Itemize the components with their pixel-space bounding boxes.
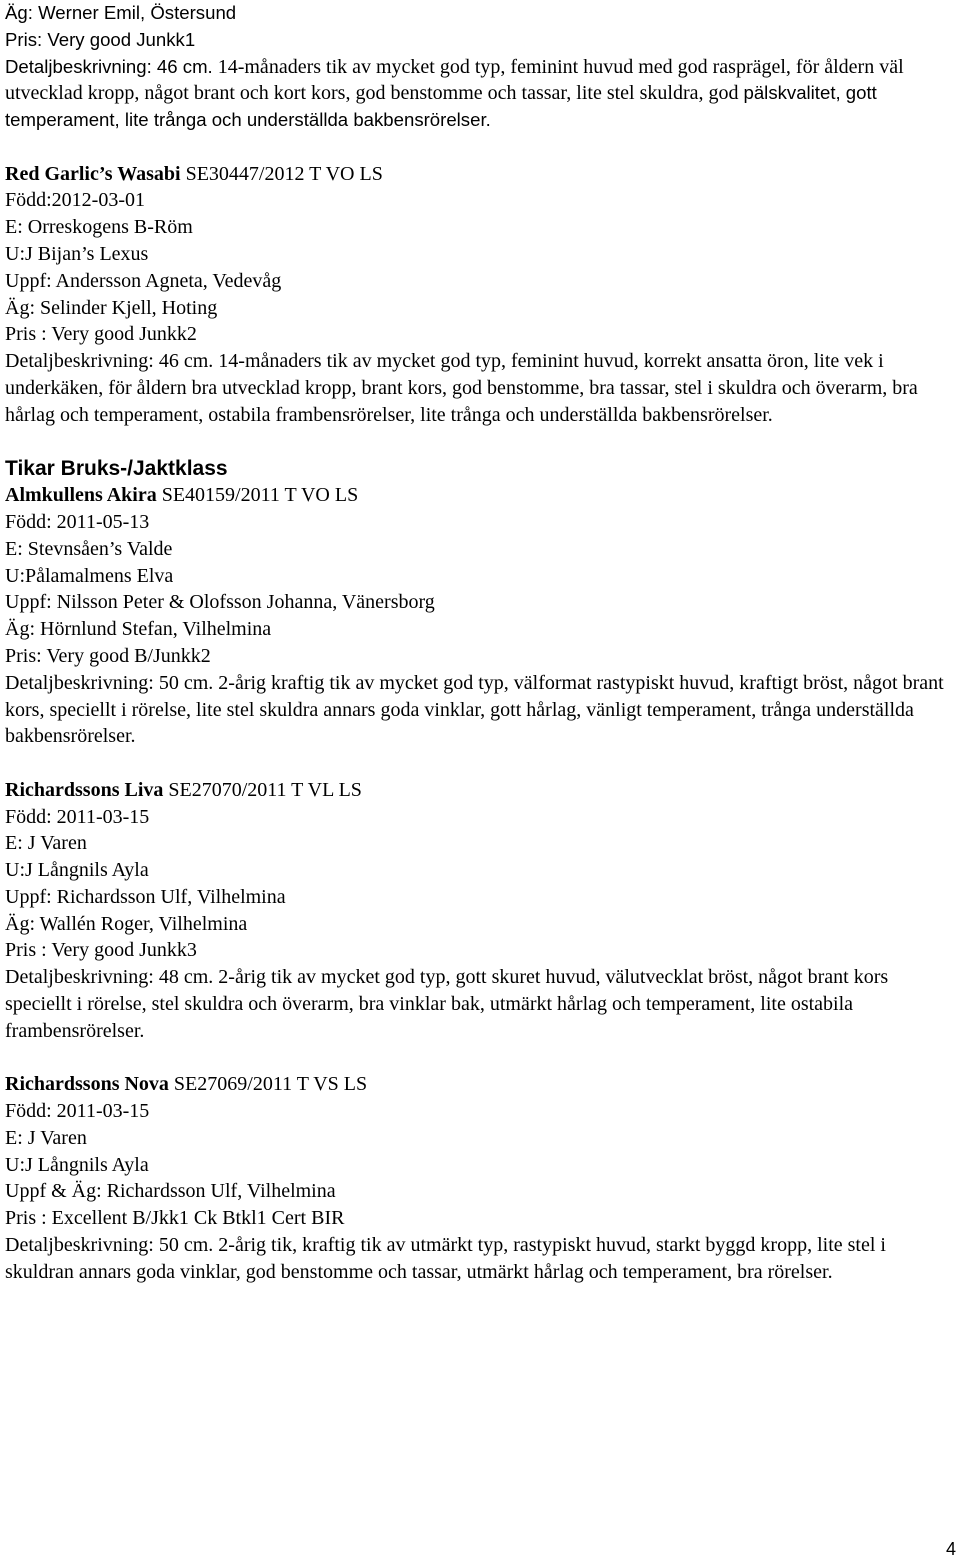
dog-registration: SE30447/2012 T VO LS bbox=[180, 162, 383, 185]
dog-registration: SE40159/2011 T VO LS bbox=[156, 484, 359, 507]
dog-description: Detaljbeskrivning: 50 cm. 2-årig tik, kraftig tik av utmärkt typ, rastypiskt huvud, starkt byggd kropp, lite stel i skuldran annars goda vinklar, god benstomme och tassar, utmärkt hårlag och temperament, bra rörelser. bbox=[5, 1234, 886, 1283]
dog-prize: Pris : Excellent B/Jkk1 Ck Btkl1 Cert BIR bbox=[5, 1207, 345, 1230]
dog-prize: Pris : Very good Junkk3 bbox=[5, 939, 197, 962]
dog-name: Richardssons Nova bbox=[5, 1073, 169, 1096]
dog-breeder: Uppf: Nilsson Peter & Olofsson Johanna, Vänersborg bbox=[5, 591, 435, 614]
dog-sire: E: Stevnsåen’s Valde bbox=[5, 537, 173, 560]
dog-title bbox=[5, 161, 955, 188]
dog-breeder-owner: Uppf & Äg: Richardsson Ulf, Vilhelmina bbox=[5, 1180, 336, 1203]
dog-born: Född: 2011-03-15 bbox=[5, 805, 150, 828]
dog-title bbox=[5, 482, 955, 509]
dog-entry bbox=[5, 1071, 955, 1285]
dog-sire: E: J Varen bbox=[5, 1126, 87, 1149]
dog-breeder: Uppf: Richardsson Ulf, Vilhelmina bbox=[5, 885, 286, 908]
dog-born: Född: 2011-03-15 bbox=[5, 1100, 150, 1123]
dog-sire: E: J Varen bbox=[5, 832, 87, 855]
prize-line: Pris: Very good Junkk1 bbox=[5, 28, 196, 50]
description-paragraph bbox=[5, 54, 955, 134]
dog-title bbox=[5, 1071, 955, 1098]
dog-entry bbox=[5, 161, 955, 429]
dog-entry bbox=[5, 482, 955, 750]
dog-sire: E: Orreskogens B-Röm bbox=[5, 216, 193, 239]
dog-entry bbox=[5, 777, 955, 1045]
page-number: 4 bbox=[945, 1539, 956, 1559]
dog-name: Almkullens Akira bbox=[5, 484, 157, 507]
dog-name: Richardssons Liva bbox=[5, 778, 164, 801]
dog-prize: Pris: Very good B/Junkk2 bbox=[5, 644, 211, 667]
dog-owner: Äg: Wallén Roger, Vilhelmina bbox=[5, 912, 248, 935]
dog-dam: U:J Bijan’s Lexus bbox=[5, 242, 149, 265]
dog-breeder: Uppf: Andersson Agneta, Vedevåg bbox=[5, 269, 282, 292]
dog-born: Född: 2011-05-13 bbox=[5, 510, 150, 533]
description-text: 14-månaders tik av mycket god typ, feminint huvud med god rasprägel, för åldern väl utvecklad kropp, något brant och kort kors, god benstomme och tassar, lite stel skuldra, god bbox=[5, 55, 904, 105]
dog-owner: Äg: Hörnlund Stefan, Vilhelmina bbox=[5, 618, 272, 641]
description-lead: Detaljbeskrivning: 46 cm. bbox=[5, 55, 213, 77]
section-heading: Tikar Bruks-/Jaktklass bbox=[5, 457, 228, 481]
dog-dam: U:J Långnils Ayla bbox=[5, 1153, 149, 1176]
dog-registration: SE27069/2011 T VS LS bbox=[168, 1073, 368, 1096]
dog-registration: SE27070/2011 T VL LS bbox=[163, 778, 362, 801]
description-text-tail: pälskvalitet, gott temperament, lite trånga och underställda bakbensrörelser. bbox=[5, 82, 877, 131]
owner-line: Äg: Werner Emil, Östersund bbox=[5, 2, 237, 23]
dog-description: Detaljbeskrivning: 48 cm. 2-årig tik av mycket god typ, gott skuret huvud, välutvecklat bröst, något brant kors speciellt i rörelse, stel skuldra och överarm, bra vinklar bak, utmärkt hårlag och temperament, lite ostabila frambensrörelser. bbox=[5, 966, 889, 1042]
dog-description: Detaljbeskrivning: 46 cm. 14-månaders tik av mycket god typ, feminint huvud, korrekt ansatta öron, lite vek i underkäken, för åldern bra utvecklad kropp, brant kors, god benstomme, bra tassar, stel i skuldra och överarm, bra hårlag och temperament, ostabila frambensrörelser, lite trånga och underställda bakbensrörelser. bbox=[5, 350, 918, 426]
dog-description: Detaljbeskrivning: 50 cm. 2-årig kraftig tik av mycket god typ, välformat rastypiskt huvud, kraftigt bröst, något brant kors, speciellt i rörelse, lite stel skuldra annars goda vinklar, gott hårlag, vänligt temperament, trånga underställda bakbensrörelser. bbox=[5, 671, 944, 748]
document-page bbox=[5, 0, 955, 1286]
dog-dam: U:J Långnils Ayla bbox=[5, 859, 149, 882]
dog-dam: U:Pålamalmens Elva bbox=[5, 564, 174, 587]
dog-title bbox=[5, 777, 955, 804]
dog-owner: Äg: Selinder Kjell, Hoting bbox=[5, 296, 218, 319]
dog-born: Född:2012-03-01 bbox=[5, 189, 145, 212]
dog-prize: Pris : Very good Junkk2 bbox=[5, 323, 197, 346]
dog-name: Red Garlic’s Wasabi bbox=[5, 162, 181, 185]
